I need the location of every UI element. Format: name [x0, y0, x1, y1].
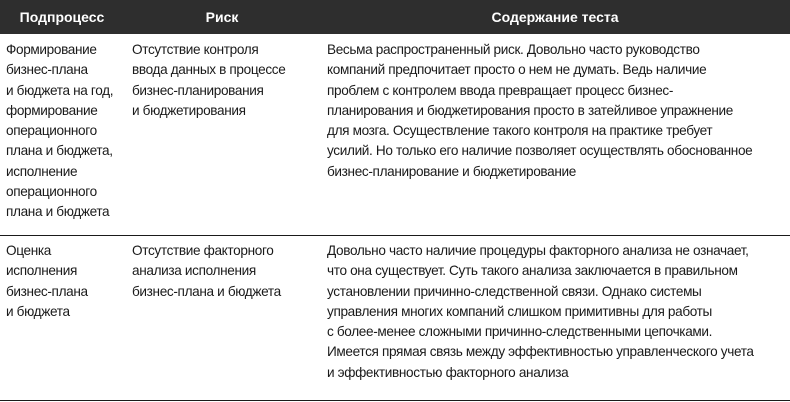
cell-subprocess: Формирование бизнес-плана и бюджета на год, формирование операционного плана и бюджета, исполнение операционного плана и бюджета: [6, 42, 114, 220]
cell-test-content: Весьма распространенный риск. Довольно часто руководство компаний предпочитает просто о нем не думать. Ведь наличие проблем с контролем ввода превращает процесс бизнес- планирования и бюджетирования просто в затейливое упражнение для мозга. Осуществление такого контроля на практике требует усилий. Но только его наличие позволяет осуществлять обоснованное бизнес-планирование и бюджетирование: [327, 42, 753, 179]
cell-test-content: Довольно часто наличие процедуры факторного анализа не означает, что она существует. Суть такого анализа заключается в правильном установлении причинно-следственной связи. Однако системы управления многих компаний слишком примитивны для работы с более-менее сложными причинно-следственными цепочками. Имеется прямая связь между эффективностью управленческого учета и эффективностью факторного анализа: [327, 243, 754, 380]
cell-subprocess: Оценка исполнения бизнес-плана и бюджета: [6, 243, 88, 319]
header-subprocess: Подпроцесс: [19, 9, 105, 25]
table-row: [0, 235, 790, 402]
table-bottom-border: [0, 400, 790, 401]
cell-risk: Отсутствие контроля ввода данных в процессе бизнес-планирования и бюджетирования: [132, 42, 286, 118]
table-row: [0, 34, 790, 235]
cell-risk: Отсутствие факторного анализа исполнения бизнес-плана и бюджета: [132, 243, 281, 299]
header-risk: Риск: [205, 9, 239, 25]
header-test-content: Содержание теста: [491, 9, 619, 25]
table-header: [0, 0, 790, 34]
